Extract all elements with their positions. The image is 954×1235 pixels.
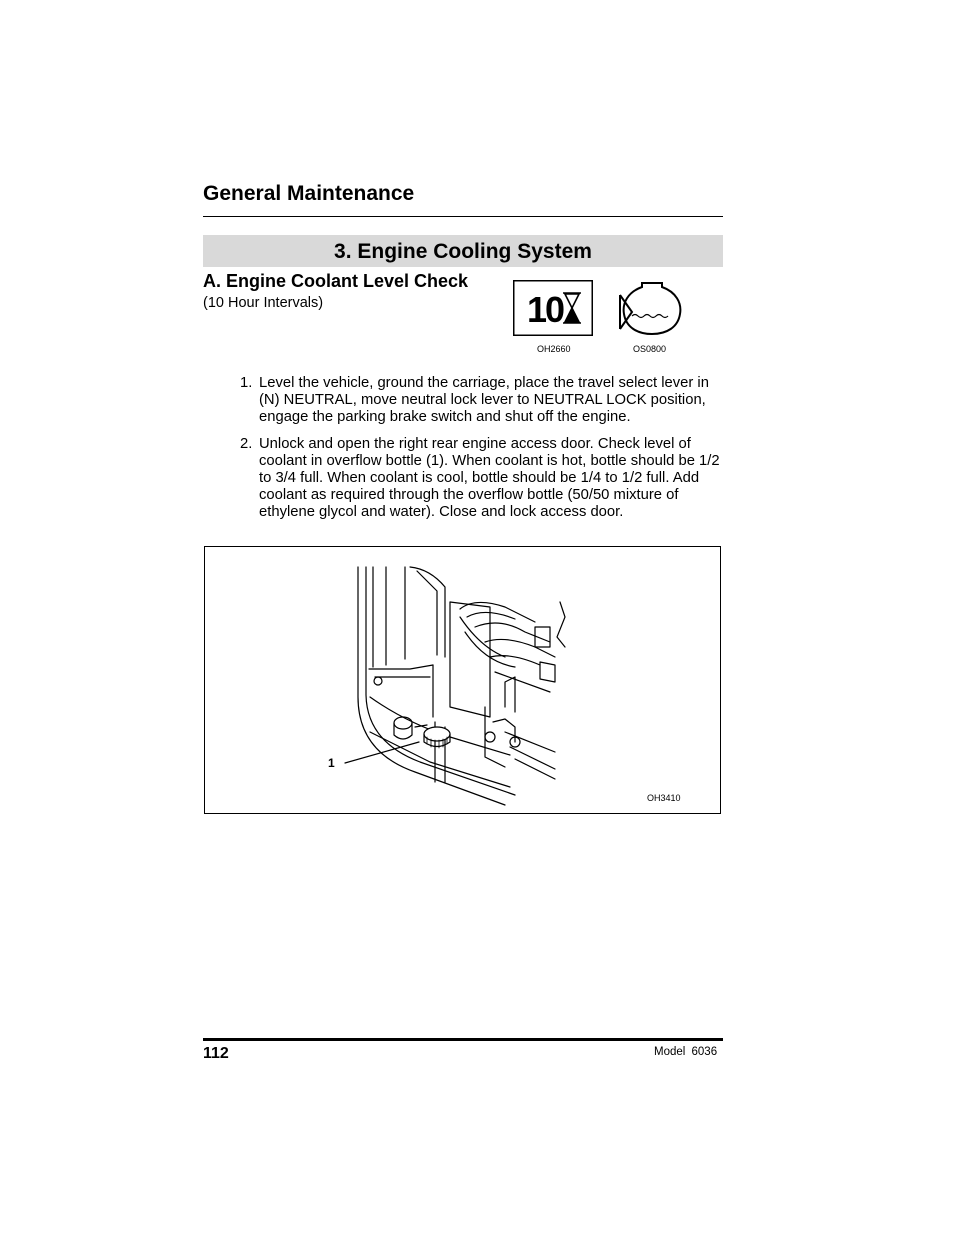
subsection-heading: A. Engine Coolant Level Check — [203, 271, 469, 291]
section-title: General Maintenance — [203, 182, 415, 205]
figure-code: OH3410 — [647, 793, 681, 803]
step-text: Unlock and open the right rear engine access door. Check level of coolant in overflow bottle (1). When coolant is hot, bottle should be 1/2 to 3/4 full. When coolant is cool, bottle should be 1/4 to 1/2 full. Add coolant as required through the overflow bottle (50/50 mixture of ethylene glycol and water). Close and lock access door. — [259, 436, 720, 520]
hour-icon-code: OH2660 — [537, 344, 571, 354]
footer-divider — [203, 1038, 723, 1041]
step-text: Level the vehicle, ground the carriage, place the travel select lever in (N) NEUTRAL, move neutral lock lever to NEUTRAL LOCK position, engage the parking brake switch and shut off the engine. — [259, 375, 709, 425]
title-divider — [203, 216, 723, 217]
interval-note: (10 Hour Intervals) — [203, 295, 324, 311]
hour-meter-label: 10 — [527, 289, 564, 330]
callout-number: 1 — [328, 756, 335, 770]
step-number: 2. — [240, 436, 253, 452]
hour-meter-10-icon — [513, 280, 593, 336]
procedure-steps — [240, 375, 730, 531]
model-label: Model 6036 — [654, 1046, 718, 1058]
step-item — [240, 436, 730, 521]
chapter-banner — [203, 235, 723, 267]
page-number: 112 — [203, 1045, 229, 1062]
engine-compartment-illustration — [205, 547, 720, 813]
coolant-tank-icon — [618, 279, 684, 337]
step-number: 1. — [240, 375, 253, 391]
step-item — [240, 375, 730, 426]
coolant-icon-code: OS0800 — [633, 344, 667, 354]
figure-frame — [204, 546, 721, 814]
chapter-title: 3. Engine Cooling System — [334, 240, 592, 263]
